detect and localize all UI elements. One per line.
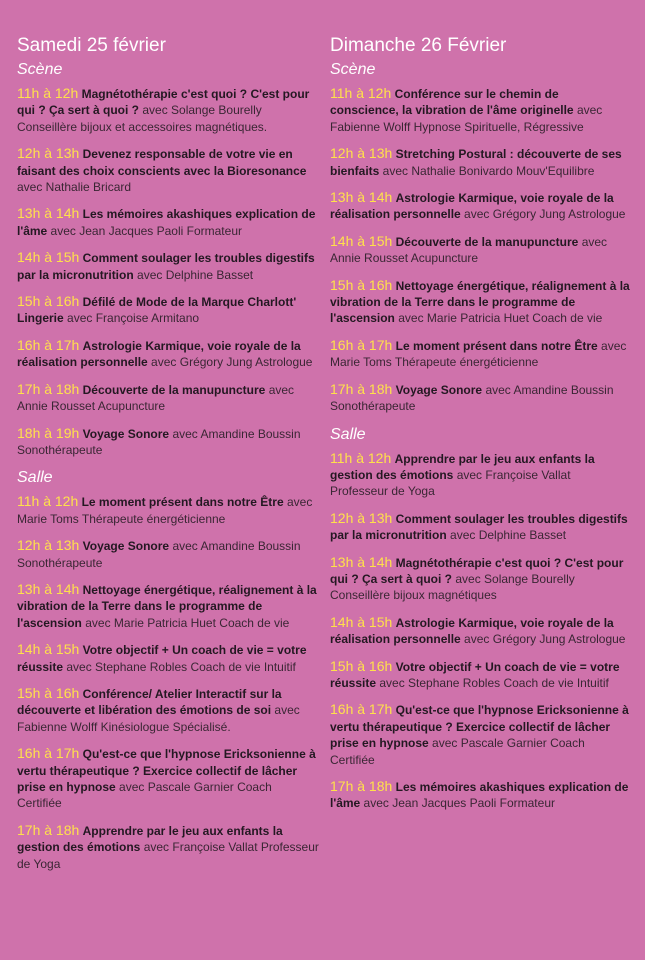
venue-heading: Salle <box>17 469 53 487</box>
entry-details: avec Jean Jacques Paoli Formateur <box>360 796 555 811</box>
entry-title: Le moment présent dans notre Être <box>395 338 598 353</box>
entry-details: avec Fabienne Wolff Hypnose Spirituelle, Régressive <box>330 103 603 134</box>
schedule-entry <box>330 701 630 768</box>
entry-title: Magnétothérapie c'est quoi ? C'est pour qui ? Ça sert à quoi ? <box>17 87 310 118</box>
entry-details: avec Marie Patricia Huet Coach de vie <box>81 615 290 630</box>
entry-title: Qu'est-ce que l'hypnose Ericksonienne à vertu thérapeutique ? Exercice collectif de lâcher prise en hypnose <box>330 703 629 751</box>
entry-details: avec Annie Rousset Acupuncture <box>330 234 608 266</box>
entry-details: avec Amandine Boussin Sonothérapeute <box>17 539 301 570</box>
entry-time: 14h à 15h <box>17 249 80 266</box>
entry-title: Stretching Postural : découverte de ses bienfaits <box>330 147 622 178</box>
schedule-entry <box>330 381 630 415</box>
column-sunday <box>330 28 630 822</box>
schedule-entry <box>17 641 319 675</box>
entry-time: 16h à 17h <box>330 701 393 718</box>
entry-title: Comment soulager les troubles digestifs par la micronutrition <box>17 251 315 282</box>
schedule-entry <box>330 554 630 604</box>
entry-time: 12h à 13h <box>17 537 80 554</box>
schedule-entry <box>17 337 319 371</box>
schedule-entry <box>330 450 630 500</box>
entry-title: Découverte de la manupuncture <box>395 234 579 249</box>
venue-heading: Scène <box>17 61 63 78</box>
entry-title: Voyage Sonore <box>82 426 170 441</box>
entry-time: 11h à 12h <box>330 85 392 101</box>
entry-time: 12h à 13h <box>330 145 393 162</box>
entry-time: 14h à 15h <box>17 641 80 658</box>
entry-title: Conférence/ Atelier Interactif sur la découverte et libération des émotions de soi <box>17 686 282 718</box>
schedule-entry <box>17 685 319 735</box>
day-title: Samedi 25 février <box>17 35 166 56</box>
entry-time: 12h à 13h <box>330 509 393 526</box>
entry-title: Magnétothérapie c'est quoi ? C'est pour qui ? Ça sert à quoi ? <box>330 555 624 586</box>
schedule-entry <box>330 778 630 812</box>
venue-heading: Salle <box>330 425 366 443</box>
entry-details: avec Annie Rousset Acupuncture <box>17 382 295 414</box>
entry-title: Votre objectif + Un coach de vie = votre réussite <box>330 659 620 690</box>
entry-details: avec Nathalie Bricard <box>17 180 132 195</box>
schedule-entry <box>330 337 630 371</box>
entry-title: Découverte de la manupuncture <box>82 382 266 397</box>
entry-time: 17h à 18h <box>17 821 80 838</box>
schedule-entry <box>17 293 319 327</box>
entry-title: Le moment présent dans notre Être <box>81 495 284 510</box>
schedule-entry <box>330 189 630 223</box>
entry-details: avec Grégory Jung Astrologue <box>460 632 626 647</box>
entry-details: avec Solange Bourelly Conseillère bijoux magnétiques <box>330 571 575 603</box>
schedule-entry <box>330 233 630 267</box>
schedule-entry <box>17 537 319 571</box>
entry-time: 12h à 13h <box>17 145 80 162</box>
entry-details: avec Marie Patricia Huet Coach de vie <box>394 311 603 326</box>
entry-title: Apprendre par le jeu aux enfants la gestion des émotions <box>17 823 283 855</box>
entry-details: avec Amandine Boussin Sonothérapeute <box>17 426 301 457</box>
entry-title: Voyage Sonore <box>395 382 483 397</box>
entry-details: avec Françoise Vallat Professeur de Yoga <box>330 467 571 499</box>
entry-title: Voyage Sonore <box>82 539 170 554</box>
entry-title: Astrologie Karmique, voie royale de la réalisation personnelle <box>330 191 614 222</box>
entry-title: Astrologie Karmique, voie royale de la réalisation personnelle <box>17 338 301 370</box>
entry-details: avec Grégory Jung Astrologue <box>147 355 313 370</box>
entry-time: 14h à 15h <box>330 232 393 249</box>
entry-title: Conférence sur le chemin de conscience, la vibration de l'âme originelle <box>330 87 574 118</box>
entry-title: Comment soulager les troubles digestifs par la micronutrition <box>330 511 628 543</box>
entry-time: 16h à 17h <box>17 336 80 353</box>
entry-time: 17h à 18h <box>330 778 393 794</box>
entry-details: avec Delphine Basset <box>133 267 254 282</box>
entry-details: avec Grégory Jung Astrologue <box>460 207 626 222</box>
schedule-entry <box>17 822 319 872</box>
schedule-entry <box>330 145 630 179</box>
entry-details: avec Stephane Robles Coach de vie Intuitif <box>376 675 609 690</box>
entry-details: avec Stephane Robles Coach de vie Intuitif <box>63 659 296 674</box>
entry-time: 16h à 17h <box>330 336 393 353</box>
entry-title: Astrologie Karmique, voie royale de la réalisation personnelle <box>330 615 614 647</box>
entry-time: 11h à 12h <box>17 85 79 101</box>
entry-time: 15h à 16h <box>17 684 80 701</box>
schedule-entry <box>330 277 630 327</box>
entry-time: 11h à 12h <box>17 493 79 510</box>
entry-time: 13h à 14h <box>17 205 80 222</box>
entry-time: 17h à 18h <box>17 380 80 397</box>
entry-time: 15h à 16h <box>17 293 80 310</box>
entry-details: avec Françoise Armitano <box>63 311 200 326</box>
schedule-entry <box>17 493 319 527</box>
entry-title: Nettoyage énergétique, réalignement à la vibration de la Terre dans le programme de l'ascension <box>330 278 630 326</box>
entry-time: 14h à 15h <box>330 613 393 630</box>
entry-time: 16h à 17h <box>17 745 80 762</box>
schedule-entry <box>17 205 319 239</box>
day-title: Dimanche 26 Février <box>330 35 507 56</box>
entry-details: avec Delphine Basset <box>446 528 567 543</box>
schedule-entry <box>330 658 630 692</box>
schedule-entry <box>330 510 630 544</box>
entry-details: avec Jean Jacques Paoli Formateur <box>47 223 242 238</box>
entry-time: 15h à 16h <box>330 276 393 293</box>
entry-details: avec Pascale Garnier Coach Certifiée <box>17 780 272 811</box>
entry-title: Les mémoires akashiques explication de l'âme <box>330 780 629 811</box>
entry-details: avec Nathalie Bonivardo Mouv'Equilibre <box>379 163 595 178</box>
entry-time: 17h à 18h <box>330 380 393 397</box>
entry-details: avec Fabienne Wolff Kinésiologue Spécialisé. <box>17 703 300 734</box>
entry-details: avec Marie Toms Thérapeute énergéticienne <box>330 338 627 370</box>
entry-title: Les mémoires akashiques explication de l'âme <box>17 207 316 238</box>
column-saturday <box>17 28 319 882</box>
entry-time: 15h à 16h <box>330 657 393 674</box>
entry-title: Qu'est-ce que l'hypnose Ericksonienne à vertu thérapeutique ? Exercice collectif de lâcher prise en hypnose <box>17 747 316 794</box>
schedule-entry <box>17 85 319 135</box>
venue-heading: Scène <box>330 61 376 78</box>
entry-time: 18h à 19h <box>17 424 80 441</box>
entry-title: Apprendre par le jeu aux enfants la gestion des émotions <box>330 451 595 482</box>
schedule-entry <box>330 85 630 135</box>
entry-title: Nettoyage énergétique, réalignement à la vibration de la Terre dans le programme de l'ascension <box>17 582 317 630</box>
entry-details: avec Pascale Garnier Coach Certifiée <box>330 736 585 767</box>
entry-details: avec Amandine Boussin Sonothérapeute <box>330 382 614 414</box>
schedule-entry <box>17 249 319 283</box>
entry-title: Défilé de Mode de la Marque Charlott' Lingerie <box>17 295 297 326</box>
schedule-entry <box>17 145 319 195</box>
entry-details: avec Marie Toms Thérapeute énergéticienne <box>17 495 313 526</box>
schedule-entry <box>17 381 319 415</box>
entry-time: 13h à 14h <box>330 553 393 570</box>
entry-time: 13h à 14h <box>330 189 393 206</box>
entry-time: 11h à 12h <box>330 449 392 466</box>
schedule-entry <box>17 745 319 812</box>
entry-time: 13h à 14h <box>17 580 80 597</box>
schedule-entry <box>17 581 319 631</box>
entry-details: avec Solange Bourelly Conseillère bijoux et accessoires magnétiques. <box>17 103 268 134</box>
entry-title: Devenez responsable de votre vie en faisant des choix conscients avec la Bioresonance <box>17 147 307 178</box>
entry-details: avec Françoise Vallat Professeur de Yoga <box>17 840 319 871</box>
schedule-entry <box>330 614 630 648</box>
schedule-entry <box>17 425 319 459</box>
entry-title: Votre objectif + Un coach de vie = votre réussite <box>17 643 307 674</box>
